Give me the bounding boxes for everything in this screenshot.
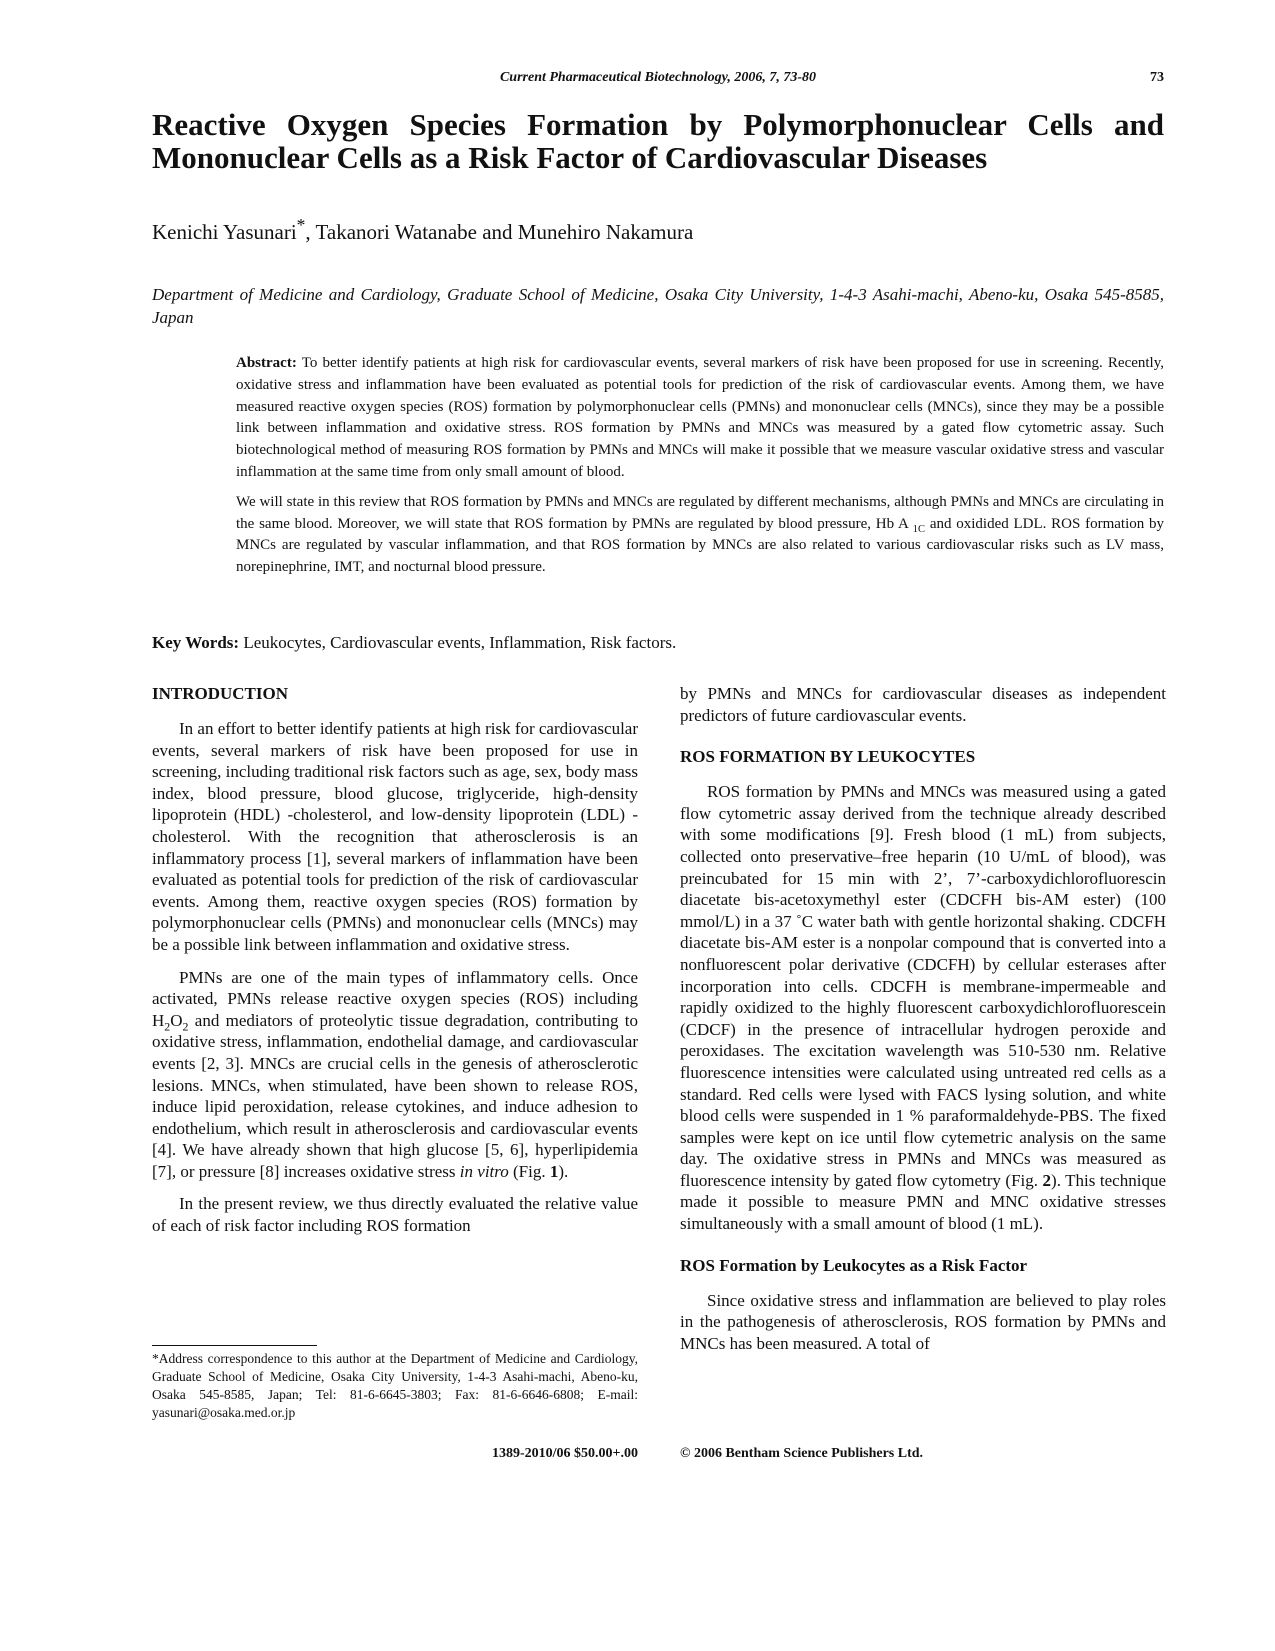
article-title: Reactive Oxygen Species Formation by Polymorphonuclear Cells and Mononuclear Cells as a Risk Factor of Cardiovascular Diseases (152, 107, 1164, 175)
section-heading-ros-formation: ROS FORMATION BY LEUKOCYTES (680, 747, 976, 767)
abstract (236, 353, 1164, 587)
in-vitro-italic: in vitro (459, 1161, 509, 1181)
intro-paragraph-3: In the present review, we thus directly evaluated the relative value of each of risk factor including ROS formation (152, 1194, 638, 1236)
footnote (152, 1350, 638, 1422)
running-header (152, 70, 1164, 86)
intro-text-2c: and mediators of proteolytic tissue degradation, contributing to oxidative stress, inflammation, endothelial damage, and cardiovascular events [2, 3]. MNCs are crucial cells in the genesis of atherosclerotic lesions. MNCs, when stimulated, have been shown to release ROS, induce lipid peroxidation, release cytokines, and induce adhesion to endothelium, which result in atherosclerosis and cardiovascular events [4]. We have already shown that high glucose [5, 6], hyperlipidemia [7], or pressure [8] increases oxidative stress (152, 1010, 638, 1181)
journal-volume: 7, (769, 70, 780, 85)
ros-paragraph-1 (680, 781, 1166, 1234)
journal-pages: 73-80 (783, 70, 817, 85)
intro-text-2d: (Fig. (508, 1161, 550, 1181)
corresponding-author-mark: * (296, 215, 306, 235)
author-list (152, 215, 1164, 245)
abstract-text-2b: and oxidided LDL. ROS formation by MNCs are regulated by vascular inflammation, and that ROS formation by MNCs are also related to various cardiovascular risks such as LV mass, norepinephrine, IMT, and nocturnal blood pressure. (236, 515, 1165, 576)
correspondence-footnote: *Address correspondence to this author at the Department of Medicine and Cardiology, Graduate School of Medicine, Osaka City University, 1-4-3 Asahi-machi, Abeno-ku, Osaka 545-8585, Japan; Tel: 81-6-6645-3803; Fax: 81-6-6646-6808; E-mail: yasunari@osaka.med.or.jp (152, 1351, 638, 1420)
intro-text-2b: O (170, 1010, 183, 1030)
intro-paragraph-1: In an effort to better identify patients at high risk for cardiovascular events, several markers of risk have been proposed for use in screening, including traditional risk factors such as age, sex, body mass index, blood pressure, blood glucose, triglyceride, high-density lipoprotein (HDL) -cholesterol, and low-density lipoprotein (LDL) -cholesterol. With the recognition that atherosclerosis is an inflammatory process [1], several markers of inflammation have been evaluated as potential tools for prediction of the risk of cardiovascular events. Among them, reactive oxygen species (ROS) formation by polymorphonuclear cells (PMNs) and mononuclear cells (MNCs) may be a possible link between inflammation and oxidative stress. (152, 719, 638, 954)
ros-text-1a: ROS formation by PMNs and MNCs was measured using a gated flow cytometric assay derived from the technique already described with some modifications [9]. Fresh blood (1 mL) from subjects, collected onto preservative–free heparin (10 U/mL of blood), was preincubated for 15 min with 2’, 7’-carboxydichlorofluorescin diacetate bis-acetoxymethyl ester (CDCFH bis-AM ester) (100 mmol/L) in a 37 ˚C water bath with gentle horizontal shaking. CDCFH diacetate bis-AM ester is a nonpolar compound that is converted into a nonfluorescent polar derivative (CDCFH) by cellular esterases after incorporation into cells. CDCFH is membrane-impermeable and rapidly oxidized to the highly fluorescent carboxydichlorofluorescein (CDCF) in the presence of intracellular hydrogen peroxide and peroxidases. The excitation wavelength was 510-530 nm. Relative fluorescence intensities were calculated using untreated red cells as a standard. Red cells were lysed with FACS lysing solution, and white blood cells were suspended in 1 % paraformaldehyde-PBS. The fixed samples were kept on ice until flow cytemetric analysis on the same day. The oxidative stress in PMNs and MNCs was measured as fluorescence intensity by gated flow cytometry (Fig. (680, 782, 1166, 1190)
author-first: Kenichi Yasunari (152, 220, 297, 244)
figure-ref-2: 2 (1042, 1170, 1052, 1190)
risk-paragraph-1: Since oxidative stress and inflammation are believed to play roles in the pathogenesis of atherosclerosis, ROS formation by PMNs and MNCs has been measured. A total of (680, 1290, 1166, 1353)
intro-text-2e: ). (558, 1161, 569, 1181)
affiliation: Department of Medicine and Cardiology, Graduate School of Medicine, Osaka City University, 1-4-3 Asahi-machi, Abeno-ku, Osaka 545-8585, Japan (152, 285, 1164, 327)
keywords-text: Leukocytes, Cardiovascular events, Inflammation, Risk factors. (239, 633, 677, 652)
h2-subscript: 2 (164, 1019, 171, 1034)
subsection-heading-risk-factor: ROS Formation by Leukocytes as a Risk Factor (680, 1255, 1028, 1275)
copyright-line: © 2006 Bentham Science Publishers Ltd. (680, 1446, 924, 1461)
abstract-label: Abstract: (236, 355, 297, 371)
figure-ref-1: 1 (549, 1161, 559, 1181)
right-column (680, 683, 1166, 1354)
abstract-text-1: To better identify patients at high risk for cardiovascular events, several markers of risk have been proposed for use in screening. Recently, oxidative stress and inflammation have been evaluated as potential tools for prediction of the risk of cardiovascular events. Among them, we have measured reactive oxygen species (ROS) formation by polymorphonuclear cells (PMNs) and mononuclear cells (MNCs), since they may be a possible link between inflammation and oxidative stress. ROS formation by PMNs and MNCs was measured by a gated flow cytometric assay. Such biotechnological method of measuring ROS formation by PMNs and MNCs will make it possible that we measure vascular oxidative stress and vascular inflammation at the same time from only small amount of blood. (236, 355, 1164, 480)
page-number: 73 (1150, 70, 1164, 85)
o2-subscript: 2 (182, 1019, 189, 1034)
footnote-divider (152, 1345, 317, 1346)
ros-text-1b: ). This technique made it possible to measure PMN and MNC oxidative stresses simultaneously with a small amount of blood (1 mL). (680, 1170, 1166, 1234)
author-rest: , Takanori Watanabe and Munehiro Nakamura (305, 220, 694, 244)
abstract-paragraph-2 (236, 492, 1164, 579)
issn-price: 1389-2010/06 $50.00+.00 (491, 1446, 638, 1461)
left-column (152, 683, 638, 1237)
intro-text-2a: PMNs are one of the main types of inflammatory cells. Once activated, PMNs release reactive oxygen species (ROS) including H (152, 967, 638, 1030)
abstract-text-2a: We will state in this review that ROS formation by PMNs and MNCs are regulated by different mechanisms, although PMNs and MNCs are circulating in the same blood. Moreover, we will state that ROS formation by PMNs are regulated by blood pressure, Hb A (236, 493, 1164, 532)
intro-continuation: by PMNs and MNCs for cardiovascular diseases as independent predictors of future cardiovascular events. (680, 684, 1166, 725)
section-heading-introduction: INTRODUCTION (152, 684, 289, 703)
intro-paragraph-2 (152, 967, 638, 1183)
keywords (152, 633, 1164, 653)
keywords-label: Key Words: (152, 633, 240, 652)
hba1c-subscript: 1C (912, 523, 926, 535)
abstract-paragraph-1 (236, 353, 1164, 484)
journal-year: 2006, (734, 70, 766, 85)
journal-name: Current Pharmaceutical Biotechnology, (499, 70, 731, 85)
